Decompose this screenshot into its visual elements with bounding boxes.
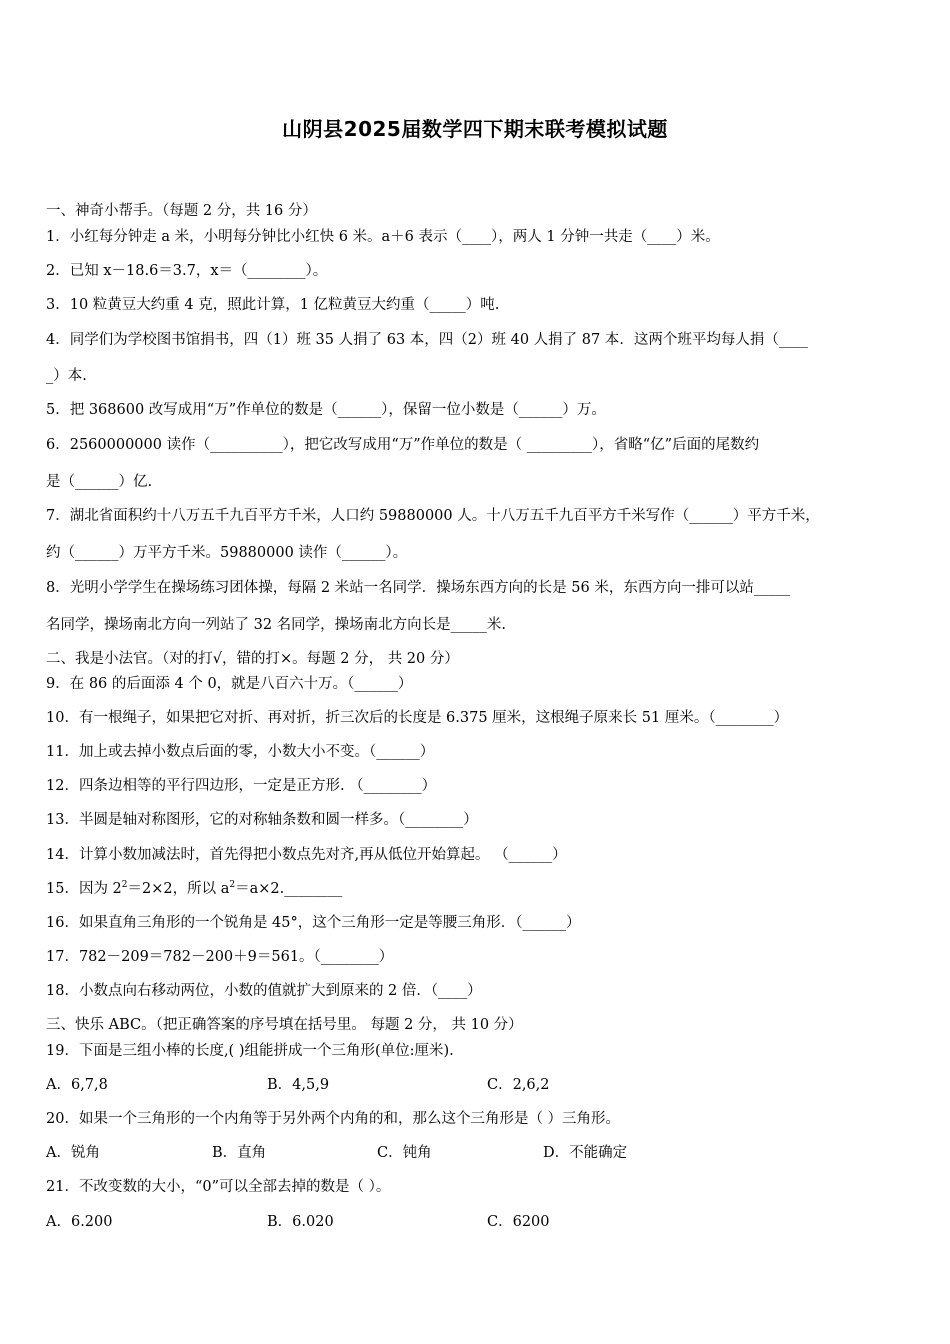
question-19-option-a: A．6,7,8 [46,1077,108,1093]
question-21-option-a: A．6.200 [46,1214,113,1230]
question-8-line-1: 8．光明小学学生在操场练习团体操，每隔 2 米站一名同学．操场东西方向的长是 56 米，东西方向一排可以站_____ [46,580,791,596]
question-19-option-c: C．2,6,2 [487,1077,550,1093]
question-19-option-b: B．4,5,9 [267,1077,330,1093]
question-20-option-d: D．不能确定 [543,1145,628,1161]
question-10: 10．有一根绳子，如果把它对折、再对折，折三次后的长度是 6.375 厘米，这根绳子原来长 51 厘米。（________） [46,710,789,726]
question-20: 20．如果一个三角形的一个内角等于另外两个内角的和，那么这个三角形是（ ）三角形。 [46,1111,621,1127]
question-17: 17．782－209＝782－200＋9＝561。（________） [46,949,394,965]
question-18: 18．小数点向右移动两位，小数的值就扩大到原来的 2 倍．（____） [46,983,482,999]
section-heading-1: 一、神奇小帮手。（每题 2 分，共 16 分） [46,203,317,219]
question-16: 16．如果直角三角形的一个锐角是 45°，这个三角形一定是等腰三角形．（______） [46,915,581,931]
question-8-line-2: 名同学，操场南北方向一列站了 32 名同学，操场南北方向长是_____米. [46,617,507,633]
question-15-exponent-2: 2 [229,880,236,891]
question-15-part-3: ＝a×2.________ [235,881,343,897]
question-2: 2．已知 x－18.6＝3.7，x＝（________）。 [46,263,328,279]
question-7-line-1: 7．湖北省面积约十八万五千九百平方千米，人口约 59880000 人。十八万五千九百平方千米写作（______）平方千米， [46,508,820,524]
question-20-option-a: A．锐角 [46,1145,100,1161]
question-7-line-2: 约（______）万平方千米。59880000 读作（______）。 [46,545,408,561]
section-heading-3: 三、快乐 ABC。（把正确答案的序号填在括号里。 每题 2 分， 共 10 分） [46,1017,523,1033]
question-9: 9．在 86 的后面添 4 个 0，就是八百六十万。（______） [46,676,413,692]
question-15-part-2: ＝2×2，所以 a [127,881,230,897]
question-14: 14．计算小数加减法时，首先得把小数点先对齐,再从低位开始算起。 （______） [46,847,567,863]
question-15 [46,879,342,899]
section-heading-2: 二、我是小法官。（对的打√，错的打×。每题 2 分， 共 20 分） [46,651,459,667]
question-21-option-b: B．6.020 [267,1214,334,1230]
question-20-option-b: B．直角 [212,1145,267,1161]
question-11: 11．加上或去掉小数点后面的零，小数大小不变。（______） [46,744,435,760]
question-4-line-1: 4．同学们为学校图书馆捐书，四（1）班 35 人捐了 63 本，四（2）班 40 人捐了 87 本．这两个班平均每人捐（____ [46,332,808,348]
question-15-exponent-1: 2 [121,880,128,891]
question-5: 5．把 368600 改写成用“万”作单位的数是（______），保留一位小数是（______）万。 [46,402,606,418]
question-19: 19．下面是三组小棒的长度,( )组能拼成一个三角形(单位:厘米). [46,1043,454,1059]
question-4-line-2: _）本. [46,368,87,384]
question-3: 3．10 粒黄豆大约重 4 克，照此计算，1 亿粒黄豆大约重（_____）吨. [46,297,500,313]
question-20-option-c: C．钝角 [377,1145,432,1161]
question-1: 1．小红每分钟走 a 米，小明每分钟比小红快 6 米。a＋6 表示（____），两人 1 分钟一共走（____）米。 [46,229,720,245]
question-21-option-c: C．6200 [487,1214,550,1230]
question-6-line-2: 是（______）亿. [46,474,153,490]
question-12: 12．四条边相等的平行四边形，一定是正方形. （________） [46,778,437,794]
question-21: 21．不改变数的大小，“0”可以全部去掉的数是（ ）。 [46,1179,391,1195]
question-13: 13．半圆是轴对称图形，它的对称轴条数和圆一样多。（________） [46,812,478,828]
page-title: 山阴县2025届数学四下期末联考模拟试题 [282,117,668,141]
question-15-part-1: 15．因为 2 [46,881,122,897]
question-6-line-1: 6．2560000000 读作（__________），把它改写成用“万”作单位的数是（ _________），省略“亿”后面的尾数约 [46,437,760,453]
